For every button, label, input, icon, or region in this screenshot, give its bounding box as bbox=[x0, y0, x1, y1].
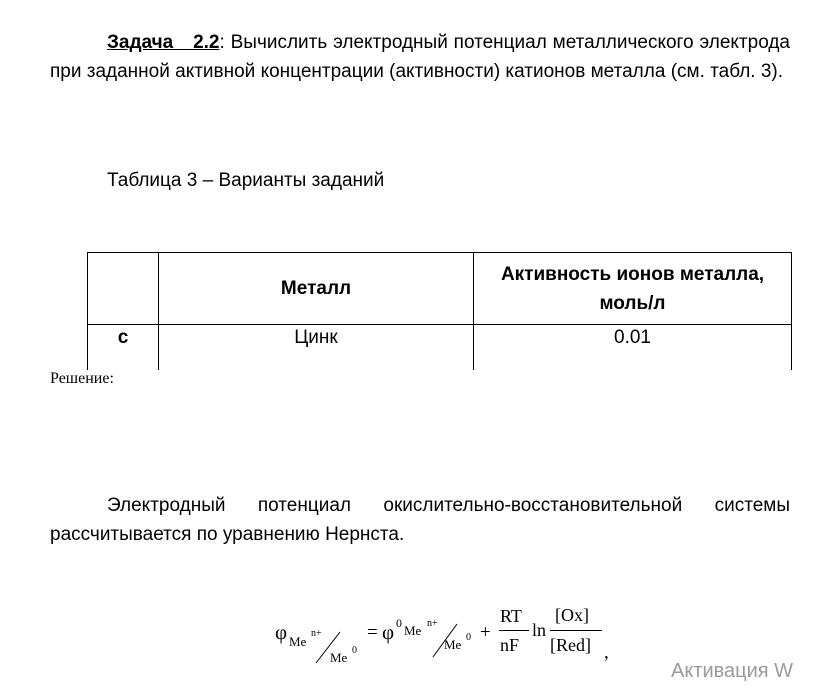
table-caption: Таблица 3 – Варианты заданий bbox=[107, 170, 385, 191]
table-cell-activity: 0.01 bbox=[474, 325, 792, 371]
task-text: Вычислить электродный потенциал металлического электрода при заданной активной концентрации (активности) катионов металла (см. табл. 3). bbox=[50, 32, 790, 82]
table-header-variant bbox=[88, 253, 159, 325]
task-paragraph bbox=[50, 28, 790, 86]
formula-zero-sup-2: 0 bbox=[466, 632, 471, 643]
windows-activation-watermark: Активация W bbox=[671, 660, 794, 682]
formula-nf: nF bbox=[500, 635, 520, 655]
formula-n-plus-sup: n+ bbox=[311, 628, 322, 639]
formula-equals: = bbox=[367, 622, 378, 643]
formula-me-sub: Me bbox=[289, 634, 307, 649]
formula-n-plus-sup-2: n+ bbox=[427, 618, 438, 629]
task-title: Задача 2.2 bbox=[107, 32, 220, 53]
table-cell-variant: с bbox=[88, 325, 159, 371]
solution-label: Решение: bbox=[50, 370, 114, 387]
formula-ox: [Ox] bbox=[555, 605, 589, 625]
table-row bbox=[88, 325, 792, 371]
formula-standard-zero: 0 bbox=[396, 616, 402, 630]
table-header-row bbox=[88, 253, 792, 325]
formula-me0-sub-2: Me bbox=[444, 637, 462, 652]
variants-table bbox=[87, 252, 792, 370]
nernst-paragraph: Электродный потенциал окислительно-восстановительной системы рассчитывается по уравнению Нернста. bbox=[50, 495, 790, 545]
formula-me-sup: Me bbox=[404, 623, 422, 638]
formula-zero-sup: 0 bbox=[352, 645, 357, 656]
formula-plus: + bbox=[480, 622, 491, 643]
nernst-formula bbox=[272, 600, 632, 670]
formula-fraction-line-2 bbox=[550, 630, 602, 631]
formula-red: [Red] bbox=[550, 635, 591, 655]
formula-ln: ln bbox=[532, 620, 547, 640]
table-header-activity: Активность ионов металла, моль/л bbox=[474, 253, 792, 325]
formula-rt: RT bbox=[500, 606, 522, 626]
formula-phi: φ bbox=[275, 620, 288, 644]
formula-phi0: φ bbox=[382, 620, 395, 644]
formula-comma: , bbox=[604, 642, 609, 663]
task-colon: : bbox=[219, 32, 225, 53]
formula-fraction-line-1 bbox=[499, 630, 529, 631]
formula-me0-sub: Me bbox=[330, 650, 348, 665]
table-header-metal: Металл bbox=[159, 253, 474, 325]
table-cell-metal: Цинк bbox=[159, 325, 474, 371]
